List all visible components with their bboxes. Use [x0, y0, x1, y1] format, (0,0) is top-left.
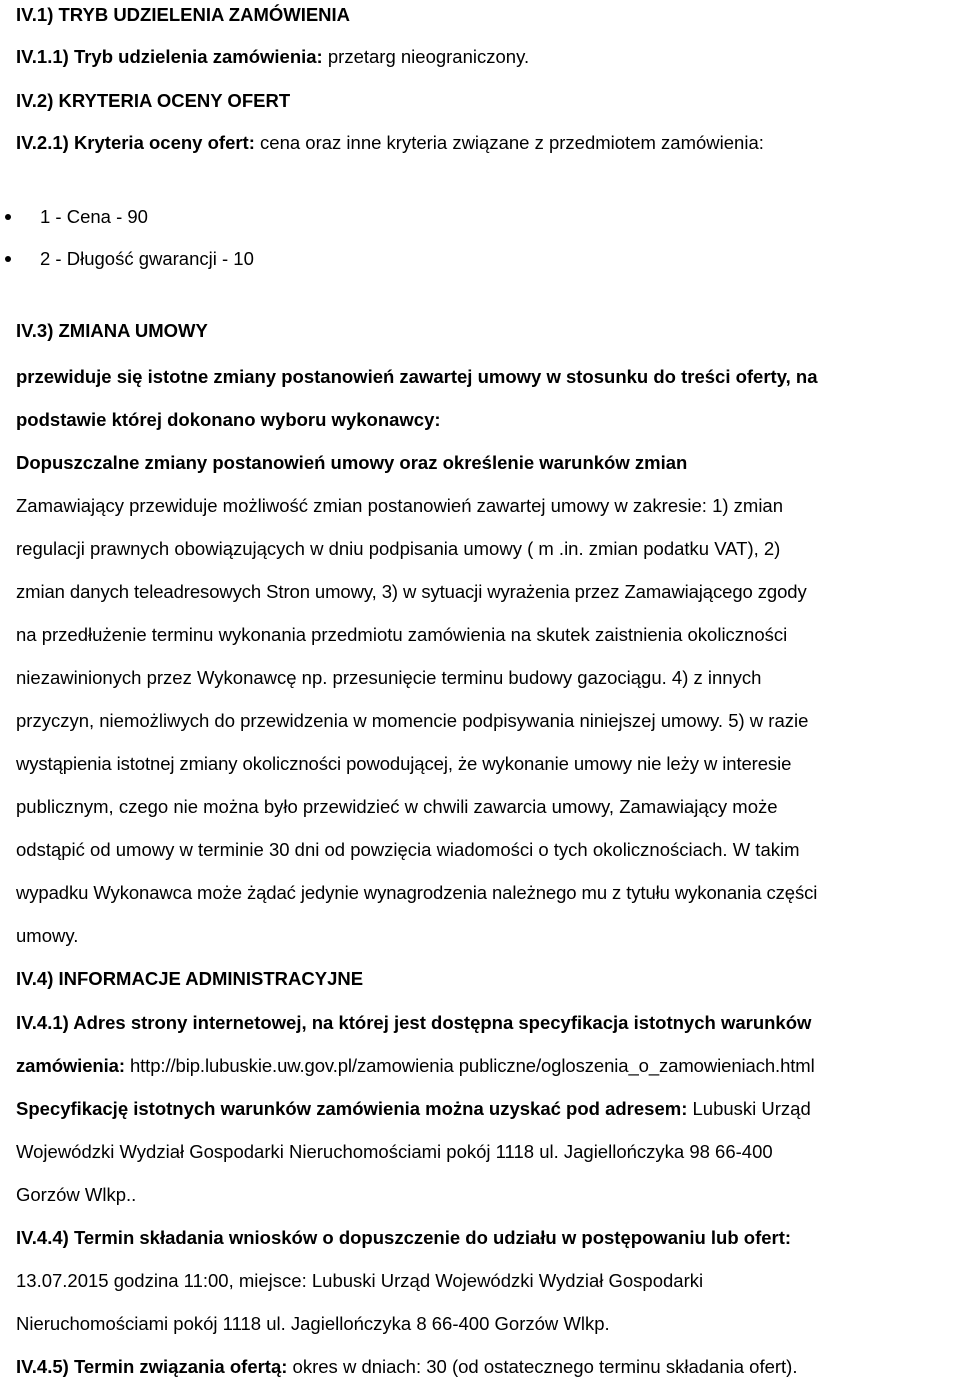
- adres-strony-label-cont: zamówienia:: [16, 1055, 125, 1076]
- termin-zwiazania-value: okres w dniach: 30 (od ostatecznego terminu składania ofert).: [287, 1356, 798, 1377]
- zmiany-body-line: wystąpienia istotnej zmiany okoliczności powodującej, że wykonanie umowy nie leży w interesie: [16, 753, 792, 774]
- section-heading-iv2: IV.2) KRYTERIA OCENY OFERT: [16, 90, 291, 111]
- termin-zwiazania-row: [16, 1356, 797, 1378]
- termin-skladania-value: 13.07.2015 godzina 11:00, miejsce: Lubuski Urząd Wojewódzki Wydział Gospodarki: [16, 1270, 704, 1291]
- zmiany-body-line: wypadku Wykonawca może żądać jedynie wynagrodzenia należnego mu z tytułu wykonania części: [16, 882, 818, 903]
- spec-address-line: Wojewódzki Wydział Gospodarki Nieruchomościami pokój 1118 ul. Jagiellończyka 98 66-400: [16, 1141, 773, 1162]
- tryb-udzielenia-value: przetarg nieograniczony.: [322, 46, 530, 67]
- kryteria-value: cena oraz inne kryteria związane z przedmiotem zamówienia:: [254, 132, 764, 153]
- zmiany-body-line: niezawinionych przez Wykonawcę np. przesunięcie terminu budowy gazociągu. 4) z innych: [16, 667, 762, 688]
- termin-skladania-value: Nieruchomościami pokój 1118 ul. Jagiellończyka 8 66-400 Gorzów Wlkp.: [16, 1313, 610, 1334]
- spec-address-row: [16, 1098, 811, 1120]
- kryteria-row: [16, 132, 764, 154]
- spec-address-line: Gorzów Wlkp..: [16, 1184, 137, 1205]
- adres-strony-row: [16, 1055, 815, 1077]
- section-heading-iv3: IV.3) ZMIANA UMOWY: [16, 320, 208, 341]
- zmiany-body-line: umowy.: [16, 925, 79, 946]
- zmiany-body-line: regulacji prawnych obowiązujących w dniu podpisania umowy ( m .in. zmian podatku VAT), 2): [16, 538, 781, 559]
- kryteria-label: IV.2.1) Kryteria oceny ofert:: [16, 132, 255, 153]
- zmiany-body-line: zmian danych teleadresowych Stron umowy, 3) w sytuacji wyrażenia przez Zamawiającego zgody: [16, 581, 807, 602]
- spec-address-label: Specyfikację istotnych warunków zamówienia można uzyskać pod adresem:: [16, 1098, 688, 1119]
- bullet-icon: [5, 214, 11, 220]
- zmiany-body-line: publicznym, czego nie można było przewidzieć w chwili zawarcia umowy, Zamawiający może: [16, 796, 778, 817]
- section-heading-iv1: IV.1) TRYB UDZIELENIA ZAMÓWIENIA: [16, 4, 351, 25]
- criteria-text: 1 - Cena - 90: [40, 206, 148, 227]
- termin-skladania-label: IV.4.4) Termin składania wniosków o dopuszczenie do udziału w postępowaniu lub ofert:: [16, 1227, 792, 1248]
- spec-address-value: Lubuski Urząd: [687, 1098, 811, 1119]
- bullet-icon: [5, 256, 11, 262]
- zmiany-body-line: Zamawiający przewiduje możliwość zmian postanowień zawartej umowy w zakresie: 1) zmian: [16, 495, 784, 516]
- adres-strony-label: IV.4.1) Adres strony internetowej, na której jest dostępna specyfikacja istotnych warunków: [16, 1012, 812, 1033]
- zmiany-bold-line: Dopuszczalne zmiany postanowień umowy oraz określenie warunków zmian: [16, 452, 688, 473]
- criteria-text: 2 - Długość gwarancji - 10: [40, 248, 254, 269]
- zmiany-body-line: odstąpić od umowy w terminie 30 dni od powzięcia wiadomości o tych okolicznościach. W takim: [16, 839, 800, 860]
- section-heading-iv4: IV.4) INFORMACJE ADMINISTRACYJNE: [16, 968, 364, 989]
- zmiany-bold-line: podstawie której dokonano wyboru wykonawcy:: [16, 409, 441, 430]
- tryb-udzielenia-row: [16, 46, 529, 68]
- tryb-udzielenia-label: IV.1.1) Tryb udzielenia zamówienia:: [16, 46, 323, 67]
- zmiany-bold-line: przewiduje się istotne zmiany postanowień zawartej umowy w stosunku do treści oferty, na: [16, 366, 818, 387]
- spec-url-link[interactable]: http://bip.lubuskie.uw.gov.pl/zamowienia publiczne/ogloszenia_o_zamowieniach.html: [124, 1055, 815, 1076]
- zmiany-body-line: na przedłużenie terminu wykonania przedmiotu zamówienia na skutek zaistnienia okoliczności: [16, 624, 788, 645]
- termin-zwiazania-label: IV.4.5) Termin związania ofertą:: [16, 1356, 288, 1377]
- zmiany-body-line: przyczyn, niemożliwych do przewidzenia w momencie podpisywania niniejszej umowy. 5) w razie: [16, 710, 809, 731]
